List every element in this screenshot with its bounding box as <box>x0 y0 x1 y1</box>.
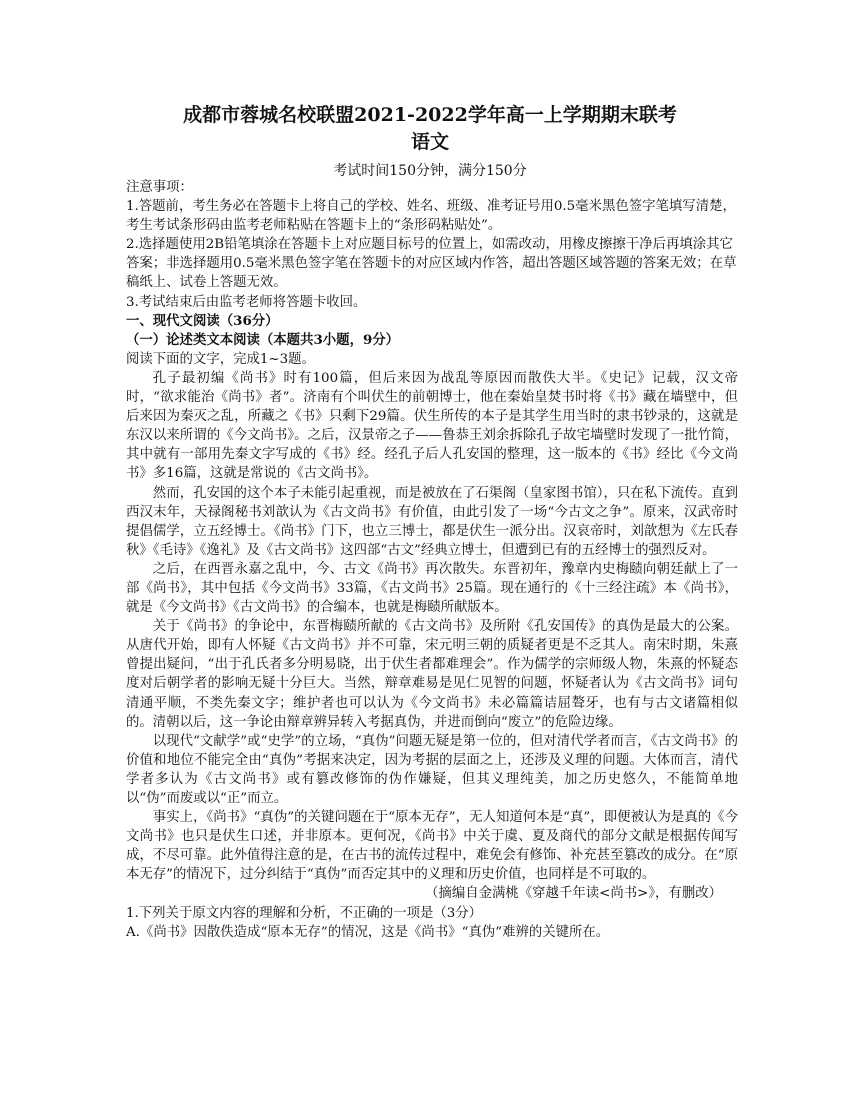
reading-instruction: 阅读下面的文字，完成1~3题。 <box>126 351 315 367</box>
notice-item: 3.考试结束后由监考老师将答题卡收回。 <box>126 294 367 310</box>
notice-item: 2.选择题使用2B铅笔填涂在答题卡上对应题目标号的位置上，如需改动，用橡皮擦擦干净后再填涂其它答案；非选择题用0.5毫米黑色签字笔在答题卡的对应区域内作答，超出答题区域答题的答案无效；在草稿纸上、试卷上答题无效。 <box>126 237 737 291</box>
subsection-heading: （一）论述类文本阅读（本题共3小题，9分） <box>126 331 400 348</box>
article-paragraph: 关于《尚书》的争论中，东晋梅赜所献的《古文尚书》及所附《孔安国传》的真伪是最大的公案。从唐代开始，即有人怀疑《古文尚书》并不可靠，宋元明三朝的质疑者更是不乏其人。南宋时期，朱熹曾提出疑问，“出于孔氏者多分明易晓，出于伏生者都难理会”。作为儒学的宗师级人物，朱熹的怀疑态度对后朝学者的影响无疑十分巨大。当然，辩章难易是见仁见智的问题，怀疑者认为《古文尚书》词句清通平顺，不类先秦文字；维护者也可以认为《今文尚书》未必篇篇诘屈聱牙，也有与古文诸篇相似的。清朝以后，这一争论由辩章辨异转入考据真伪，并进而倒向“废立”的危险边缘。 <box>126 619 738 730</box>
exam-content <box>126 178 738 942</box>
notice-item: 1.答题前，考生务必在答题卡上将自己的学校、姓名、班级、准考证号用0.5毫米黑色签字笔填写清楚，考生考试条形码由监考老师粘贴在答题卡上的“条形码粘贴处”。 <box>126 199 736 234</box>
article-paragraph: 孔子最初编《尚书》时有100篇，但后来因为战乱等原因而散佚大半。《史记》记载，汉文帝时，“欲求能治《尚书》者”。济南有个叫伏生的前朝博士，他在秦始皇焚书时将《书》藏在墙壁中，但后来因为秦灭之乱，所藏之《书》只剩下29篇。伏生所传的本子是其学生用当时的隶书钞录的，这就是东汉以来所谓的《今文尚书》。之后，汉景帝之子——鲁恭王刘余拆除孔子故宅墙壁时发现了一批竹简，其中就有一部用先秦文字写成的《书》经。经孔子后人孔安国的整理，这一版本的《书》经比《今文尚书》多16篇，这就是常说的《古文尚书》。 <box>126 370 738 482</box>
option-a: A.《尚书》因散佚造成“原本无存”的情况，这是《尚书》“真伪”难辨的关键所在。 <box>126 924 610 940</box>
notice-heading: 注意事项： <box>126 180 193 195</box>
article-paragraph: 以现代“文献学”或“史学”的立场，“真伪”问题无疑是第一位的，但对清代学者而言，《古文尚书》的价值和地位不能完全由“真伪”考据来决定，因为考据的层面之上，还涉及义理的问题。大体而言，清代学者多认为《古文尚书》或有篡改修饰的伪作嫌疑，但其义理纯美，加之历史悠久，不能简单地以“伪”而废或以“正”而立。 <box>126 733 738 806</box>
subject-title: 语文 <box>410 131 449 153</box>
source-citation: （摘编自金满桃《穿越千年读<尚书>》，有删改） <box>425 886 722 902</box>
article-paragraph: 然而，孔安国的这个本子未能引起重视，而是被放在了石渠阁（皇家图书馆），只在私下流传。直到西汉末年，天禄阁秘书刘歆认为《古文尚书》有价值，由此引发了一场“今古文之争”。原来，汉武帝时提倡儒学，立五经博士。《尚书》门下，也立三博士，都是伏生一派分出。汉哀帝时，刘歆想为《左氏春秋》《毛诗》《逸礼》及《古文尚书》这四部“古文”经典立博士，但遭到已有的五经博士的强烈反对。 <box>126 485 738 558</box>
article-paragraph: 事实上，《尚书》“真伪”的关键问题在于“原本无存”，无人知道何本是“真”，即便被认为是真的《今文尚书》也只是伏生口述，并非原本。更何况，《尚书》中关于虞、夏及商代的部分文献是根据传闻写成，不尽可靠。此外值得注意的是，在古书的流传过程中，难免会有修饰、补充甚至篡改的成分。在“原本无存”的情况下，过分纠结于“真伪”而否定其中的义理和历史价值，也同样是不可取的。 <box>126 810 738 883</box>
article-paragraph: 之后，在西晋永嘉之乱中，今、古文《尚书》再次散失。东晋初年，豫章内史梅赜向朝廷献上了一部《尚书》，其中包括《今文尚书》33篇，《古文尚书》25篇。现在通行的《十三经注疏》本《尚书》，就是《今文尚书》《古文尚书》的合编本，也就是梅赜所献版本。 <box>126 561 738 616</box>
exam-info: 考试时间150分钟，满分150分 <box>333 163 527 179</box>
section-heading: 一、现代文阅读（36分） <box>126 312 279 329</box>
exam-title: 成都市蓉城名校联盟2021-2022学年高一上学期期末联考 <box>183 104 677 126</box>
question-1: 1.下列关于原文内容的理解和分析，不正确的一项是（3分） <box>126 905 483 921</box>
